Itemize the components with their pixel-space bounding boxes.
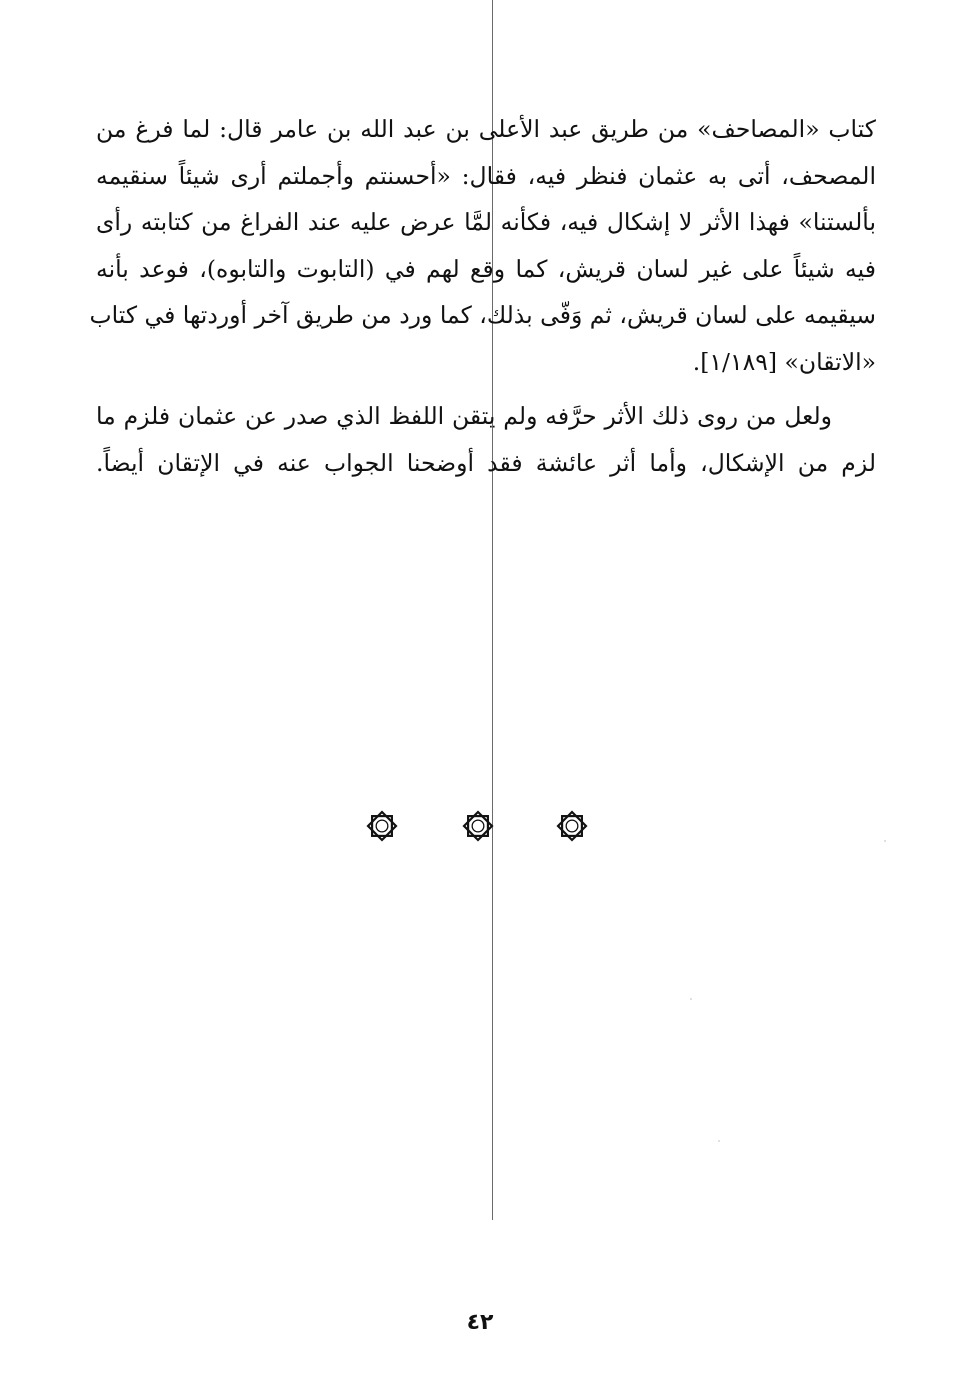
scan-speck (718, 1140, 720, 1142)
body-text (89, 106, 876, 486)
section-end-ornaments (0, 806, 960, 846)
text-line: فيه شيئاً على غير لسان قريش، كما وقع لهم في (التابوت والتابوه)، فوعد بأنه (96, 254, 876, 283)
text-line: سيقيمه على لسان قريش، ثم وَفّى بذلك، كما ورد من طريق آخر أوردتها في كتاب (89, 301, 876, 329)
page-number: ٤٢ (466, 1310, 494, 1335)
text-line: لزم من الإشكال، وأما أثر عائشة فقد أوضحنا الجواب عنه في الإتقان أيضاً. (96, 448, 876, 477)
text-line: بألستنا» فهذا الأثر لا إشكال فيه، فكأنه لمَّا عرض عليه عند الفراغ من كتابته رأى (96, 208, 876, 236)
scan-speck (884, 840, 886, 842)
text-line: ولعل من روى ذلك الأثر حرَّفه ولم يتقن اللفظ الذي صدر عن عثمان فلزم ما (96, 402, 832, 430)
star-ornament-icon (460, 808, 496, 844)
star-ornament-icon (554, 808, 590, 844)
text-line: كتاب «المصاحف» من طريق عبد الأعلى بن عبد الله بن عامر قال: لما فرغ من (96, 115, 876, 143)
scan-speck (690, 998, 692, 1000)
text-line: «الاتقان» [١/١٨٩]. (692, 347, 876, 376)
paragraph-1 (89, 106, 876, 385)
paragraph-2 (96, 393, 876, 486)
star-ornament-icon (364, 808, 400, 844)
text-line: المصحف، أتى به عثمان فنظر فيه، فقال: «أحسنتم وأجملتم أرى شيئاً سنقيمه (96, 161, 876, 190)
paragraph-gap (96, 385, 876, 393)
